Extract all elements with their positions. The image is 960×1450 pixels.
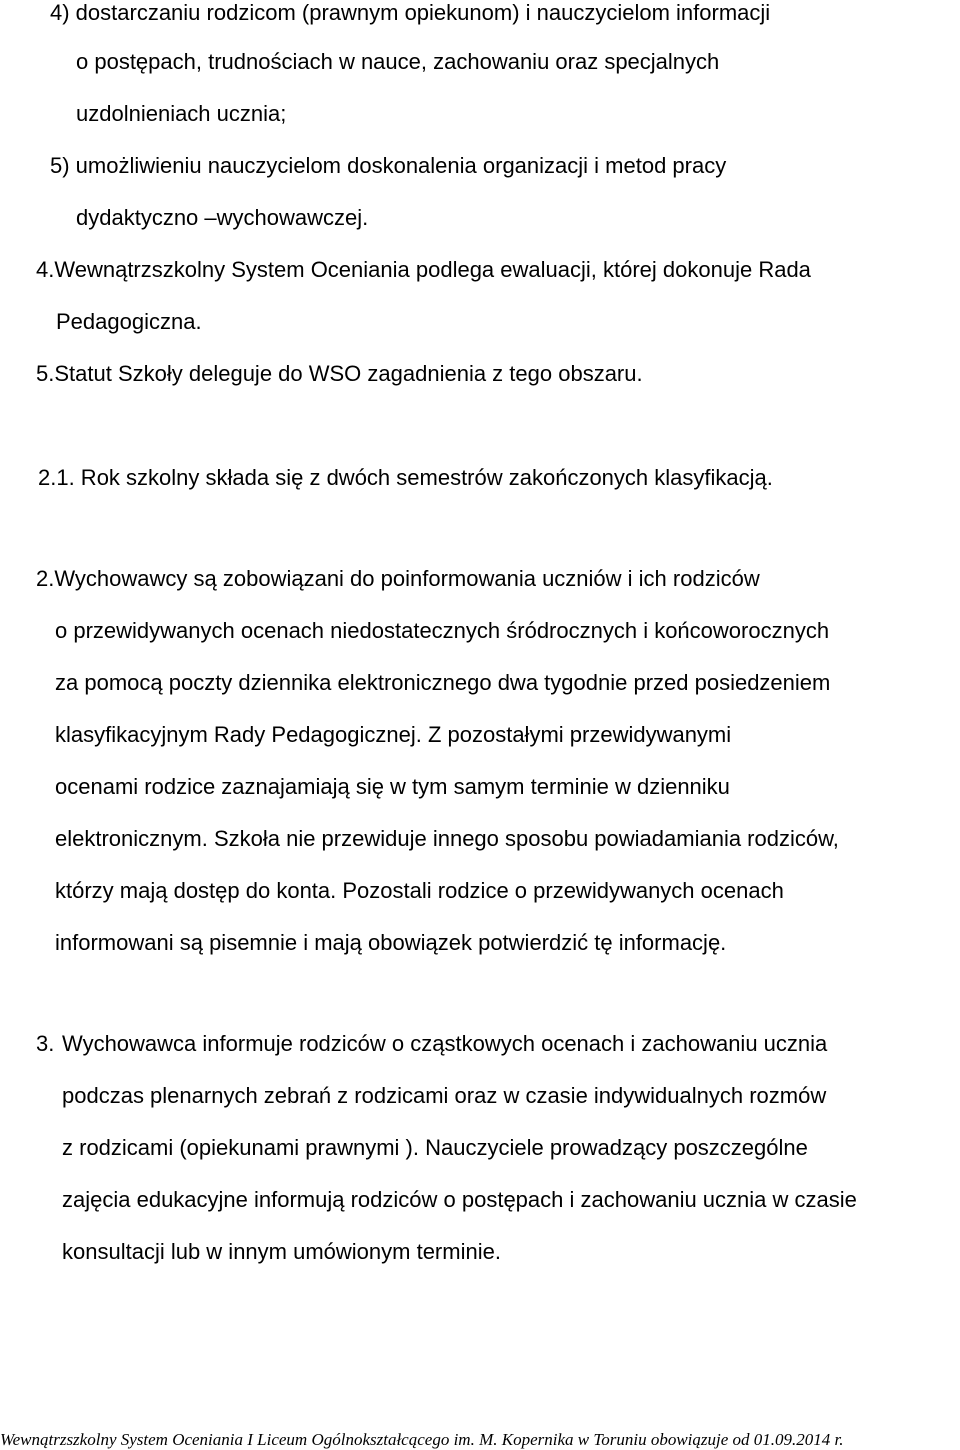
paragraph-3-line-3: z rodzicami (opiekunami prawnymi ). Nauczyciele prowadzący poszczególne [62, 1135, 808, 1160]
paragraph-2-line-5: ocenami rodzice zaznajamiają się w tym samym terminie w dzienniku [55, 774, 730, 799]
paragraph-2-line-6: elektronicznym. Szkoła nie przewiduje innego sposobu powiadamiania rodziców, [55, 826, 839, 851]
list-item-5-line-1: 5) umożliwieniu nauczycielom doskonalenia organizacji i metod pracy [50, 153, 727, 178]
paragraph-2-line-2: o przewidywanych ocenach niedostatecznych śródrocznych i końcoworocznych [55, 618, 830, 643]
paragraph-2-line-8: informowani są pisemnie i mają obowiązek potwierdzić tę informację. [55, 930, 727, 955]
point-4-line-2: Pedagogiczna. [56, 309, 202, 334]
paragraph-3-number: 3. [36, 1031, 55, 1056]
point-4-line-1 [36, 257, 811, 283]
point-5-text: Statut Szkoły deleguje do WSO zagadnienia z tego obszaru. [54, 361, 643, 386]
list-item-5-line-2: dydaktyczno –wychowawczej. [76, 205, 369, 230]
list-item-4-line-2: o postępach, trudnościach w nauce, zachowaniu oraz specjalnych [76, 49, 720, 74]
point-4-text: Wewnątrzszkolny System Oceniania podlega ewaluacji, której dokonuje Rada [54, 257, 811, 282]
paragraph-3-line-1 [36, 1031, 827, 1057]
paragraph-2-line-4: klasyfikacyjnym Rady Pedagogicznej. Z pozostałymi przewidywanymi [55, 722, 732, 747]
list-item-4-line-1: 4) dostarczaniu rodzicom (prawnym opiekunom) i nauczycielom informacji [50, 0, 771, 25]
page-footer: Wewnątrzszkolny System Oceniania I Liceum Ogólnokształcącego im. M. Kopernika w Toruniu obowiązuje od 01.09.2014 r. [0, 1430, 844, 1449]
point-5-number: 5. [36, 361, 55, 386]
section-heading: 2.1. Rok szkolny składa się z dwóch semestrów zakończonych klasyfikacją. [38, 465, 773, 490]
paragraph-3-line-5: konsultacji lub w innym umówionym terminie. [62, 1239, 501, 1264]
paragraph-2-number: 2. [36, 566, 55, 591]
paragraph-2-line-7: którzy mają dostęp do konta. Pozostali rodzice o przewidywanych ocenach [55, 878, 784, 903]
paragraph-3-text: Wychowawca informuje rodziców o cząstkowych ocenach i zachowaniu ucznia [62, 1031, 828, 1056]
paragraph-3-line-2: podczas plenarnych zebrań z rodzicami oraz w czasie indywidualnych rozmów [62, 1083, 827, 1108]
list-item-4-line-3: uzdolnieniach ucznia; [76, 101, 287, 126]
paragraph-2-line-1 [36, 566, 760, 592]
paragraph-3-line-4: zajęcia edukacyjne informują rodziców o postępach i zachowaniu ucznia w czasie [62, 1187, 857, 1212]
point-5-line-1 [36, 361, 643, 387]
paragraph-2-text: Wychowawcy są zobowiązani do poinformowania uczniów i ich rodziców [54, 566, 760, 591]
paragraph-2-line-3: za pomocą poczty dziennika elektronicznego dwa tygodnie przed posiedzeniem [55, 670, 831, 695]
point-4-number: 4. [36, 257, 55, 282]
